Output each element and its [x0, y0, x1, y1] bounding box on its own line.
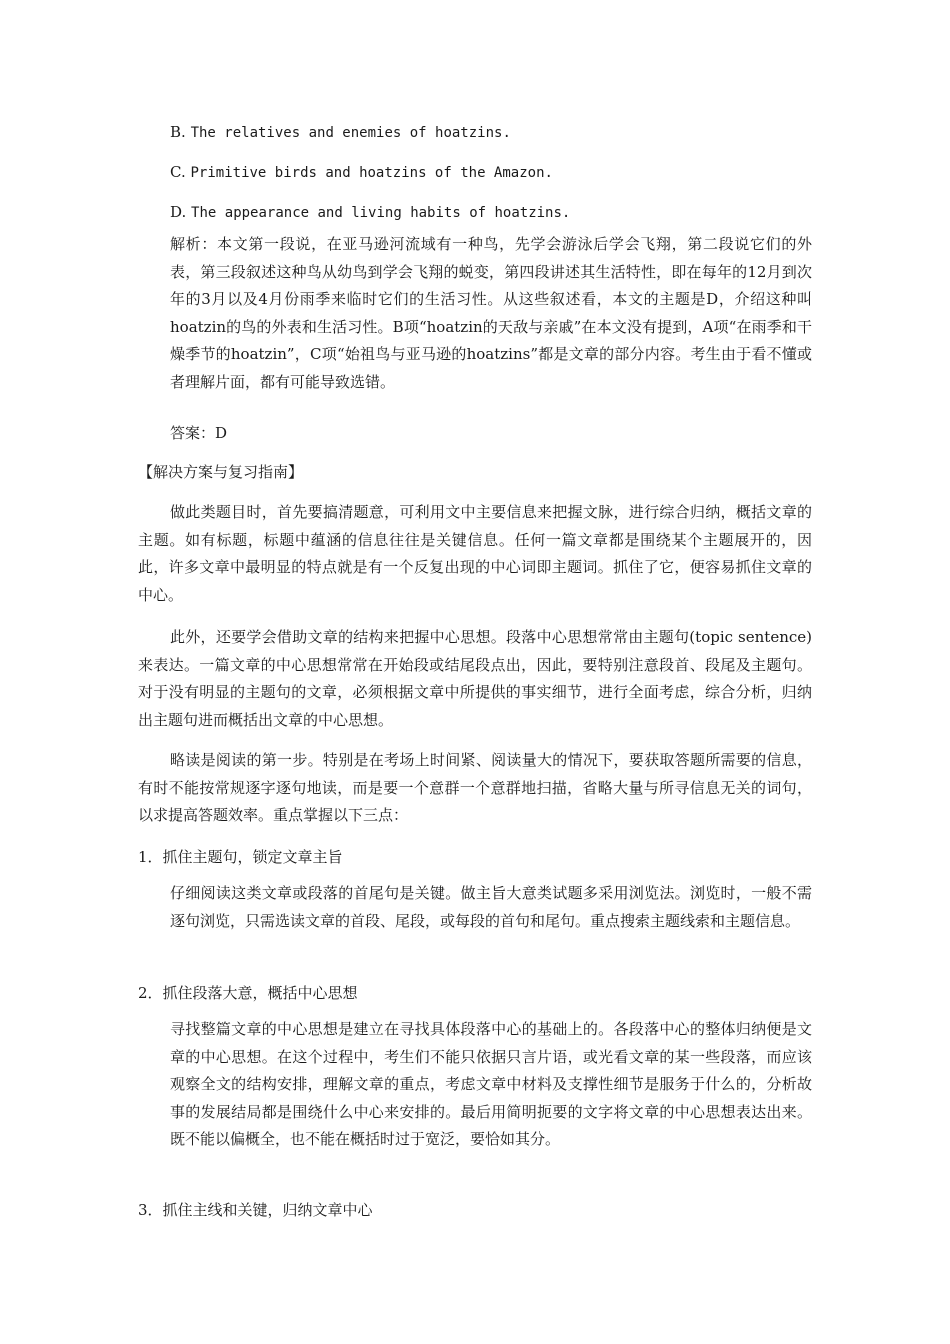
- point-2-heading: 2．抓住段落大意，概括中心思想: [138, 984, 358, 1002]
- point-1-heading: 1．抓住主题句，锁定文章主旨: [138, 848, 343, 866]
- paragraph-text: 做此类题目时，首先要搞清题意，可利用文中主要信息来把握文脉，进行综合归纳，概括文章的主题。如有标题，标题中蕴涵的信息往往是关键信息。任何一篇文章都是围绕某个主题展开的，因此，许多文章中最明显的特点就是有一个反复出现的中心词即主题词。抓住了它，便容易抓住文章的中心。: [138, 503, 812, 604]
- option-text: The relatives and enemies of hoatzins.: [190, 125, 511, 141]
- section-title: 【解决方案与复习指南】: [138, 463, 304, 481]
- option-d: [170, 202, 570, 223]
- paragraph-text: 此外，还要学会借助文章的结构来把握中心思想。段落中心思想常常由主题句(topic sentence)来表达。一篇文章的中心思想常常在开始段或结尾段点出，因此，要特别注意段首、段尾及主题句。对于没有明显的主题句的文章，必须根据文章中所提供的事实细节，进行全面考虑，综合分析，归纳出主题句进而概括出文章的中心思想。: [138, 628, 812, 729]
- paragraph-2: [138, 624, 812, 734]
- point-text: 寻找整篇文章的中心思想是建立在寻找具体段落中心的基础上的。各段落中心的整体归纳便是文章的中心思想。在这个过程中，考生们不能只依据只言片语，或光看文章的某一些段落，而应该观察全文的结构安排，理解文章的重点，考虑文章中材料及支撑性细节是服务于什么的，分析故事的发展结局都是围绕什么中心来安排的。最后用简明扼要的文字将文章的中心思想表达出来。既不能以偏概全，也不能在概括时过于宽泛，要恰如其分。: [170, 1020, 812, 1149]
- paragraph-1: [138, 499, 812, 609]
- option-letter: B.: [170, 123, 186, 141]
- option-text: Primitive birds and hoatzins of the Amazon.: [190, 165, 553, 181]
- option-b: [170, 122, 511, 143]
- point-3-heading: 3．抓住主线和关键，归纳文章中心: [138, 1201, 373, 1219]
- option-letter: C.: [170, 163, 186, 181]
- paragraph-3: [138, 747, 812, 830]
- point-1-body: [170, 880, 812, 935]
- paragraph-text: 略读是阅读的第一步。特别是在考场上时间紧、阅读量大的情况下，要获取答题所需要的信息，有时不能按常规逐字逐句地读，而是要一个意群一个意群地扫描，省略大量与所寻信息无关的词句，以求提高答题效率。重点掌握以下三点：: [138, 751, 812, 825]
- option-c: [170, 162, 553, 183]
- option-letter: D.: [170, 203, 187, 221]
- analysis-text: 解析：本文第一段说，在亚马逊河流域有一种鸟，先学会游泳后学会飞翔，第二段说它们的外表，第三段叙述这种鸟从幼鸟到学会飞翔的蜕变，第四段讲述其生活特性，即在每年的12月到次年的3月以及4月份雨季来临时它们的生活习性。从这些叙述看，本文的主题是D，介绍这种叫hoatzin的鸟的外表和生活习性。B项“hoatzin的天敌与亲戚”在本文没有提到，A项“在雨季和干燥季节的hoatzin”，C项“始祖鸟与亚马逊的hoatzins”都是文章的部分内容。考生由于看不懂或者理解片面，都有可能导致选错。: [170, 235, 812, 391]
- answer-line: 答案：D: [170, 424, 228, 442]
- point-text: 仔细阅读这类文章或段落的首尾句是关键。做主旨大意类试题多采用浏览法。浏览时，一般不需逐句浏览，只需选读文章的首段、尾段，或每段的首句和尾句。重点搜索主题线索和主题信息。: [170, 884, 812, 930]
- point-2-body: [170, 1016, 812, 1154]
- analysis-paragraph: [170, 231, 812, 397]
- option-text: The appearance and living habits of hoatzins.: [191, 205, 571, 221]
